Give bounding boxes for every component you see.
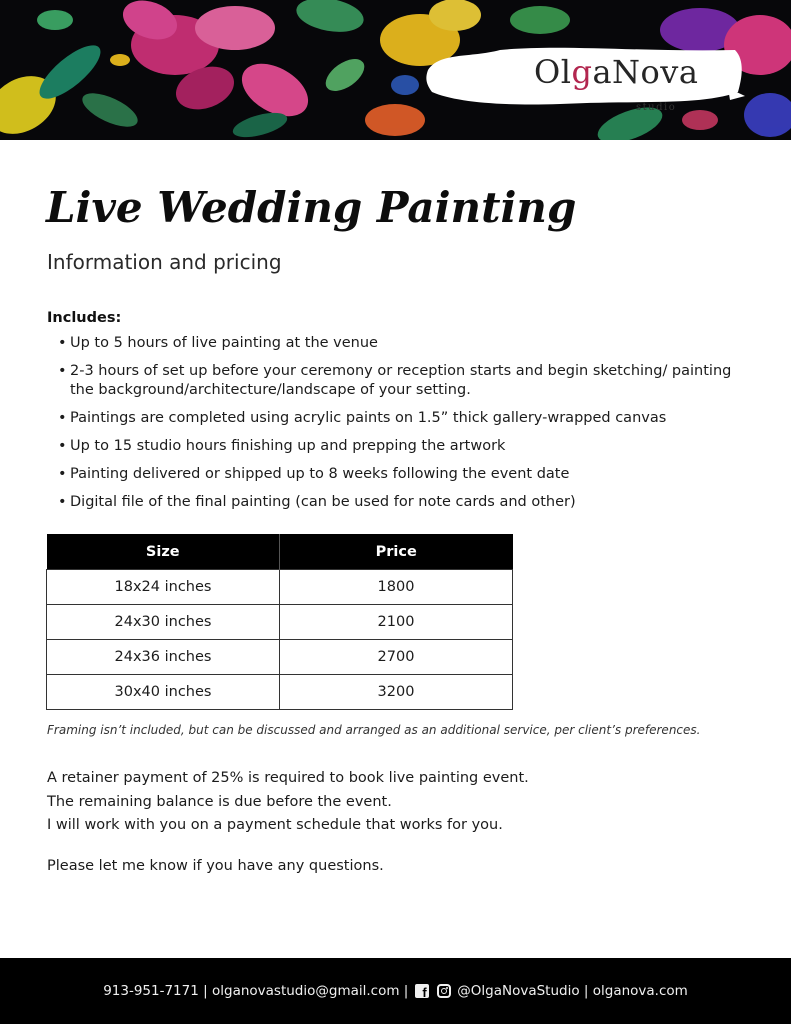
column-header-size: Size bbox=[47, 534, 280, 570]
includes-item: • 2-3 hours of set up before your ceremony or reception starts and begin sketching/ painting the background/architecture/landscape of your setting. bbox=[58, 362, 748, 400]
separator: | bbox=[583, 983, 589, 999]
facebook-icon[interactable] bbox=[415, 984, 429, 998]
brand-logo bbox=[424, 40, 746, 120]
pricing-table bbox=[46, 534, 513, 710]
separator: | bbox=[203, 983, 208, 999]
separator: | bbox=[403, 983, 409, 999]
page-title: Live Wedding Painting bbox=[46, 183, 577, 232]
price-cell: 1800 bbox=[280, 570, 513, 605]
website-link[interactable]: olganova.com bbox=[592, 983, 688, 999]
table-row bbox=[47, 605, 513, 640]
size-cell: 24x30 inches bbox=[47, 605, 280, 640]
includes-item: • Paintings are completed using acrylic paints on 1.5” thick gallery-wrapped canvas bbox=[58, 409, 748, 428]
phone-number[interactable]: 913-951-7171 bbox=[103, 983, 199, 999]
floral-header-banner bbox=[0, 0, 791, 140]
closing-line: Please let me know if you have any questions. bbox=[47, 858, 384, 874]
table-header-row bbox=[47, 534, 513, 570]
payment-terms bbox=[47, 767, 529, 838]
instagram-icon[interactable] bbox=[437, 984, 451, 998]
table-row bbox=[47, 570, 513, 605]
brand-sub: studio bbox=[636, 102, 677, 113]
includes-list bbox=[58, 334, 748, 521]
table-row bbox=[47, 640, 513, 675]
table-row bbox=[47, 675, 513, 710]
contact-line bbox=[0, 983, 791, 999]
email-link[interactable]: olganovastudio@gmail.com bbox=[211, 983, 400, 999]
brand-name: OlgaNova bbox=[534, 53, 699, 91]
size-cell: 30x40 inches bbox=[47, 675, 280, 710]
includes-heading: Includes: bbox=[47, 310, 122, 326]
payment-line: I will work with you on a payment schedule that works for you. bbox=[47, 817, 503, 833]
price-cell: 2100 bbox=[280, 605, 513, 640]
includes-item: • Up to 15 studio hours finishing up and prepping the artwork bbox=[58, 437, 748, 456]
payment-line: The remaining balance is due before the event. bbox=[47, 793, 392, 810]
contact-footer bbox=[0, 958, 791, 1024]
size-cell: 18x24 inches bbox=[47, 570, 280, 605]
includes-item: • Up to 5 hours of live painting at the venue bbox=[58, 334, 748, 353]
framing-note: Framing isn’t included, but can be discussed and arranged as an additional service, per client’s preferences. bbox=[47, 723, 701, 737]
social-handle[interactable]: @OlgaNovaStudio bbox=[457, 983, 580, 999]
payment-line: A retainer payment of 25% is required to book live painting event. bbox=[47, 770, 529, 786]
includes-item: • Painting delivered or shipped up to 8 weeks following the event date bbox=[58, 465, 748, 484]
page-subtitle: Information and pricing bbox=[47, 250, 282, 274]
includes-item: • Digital file of the final painting (can be used for note cards and other) bbox=[58, 493, 748, 512]
price-cell: 2700 bbox=[280, 640, 513, 675]
price-cell: 3200 bbox=[280, 675, 513, 710]
size-cell: 24x36 inches bbox=[47, 640, 280, 675]
column-header-price: Price bbox=[280, 534, 513, 570]
